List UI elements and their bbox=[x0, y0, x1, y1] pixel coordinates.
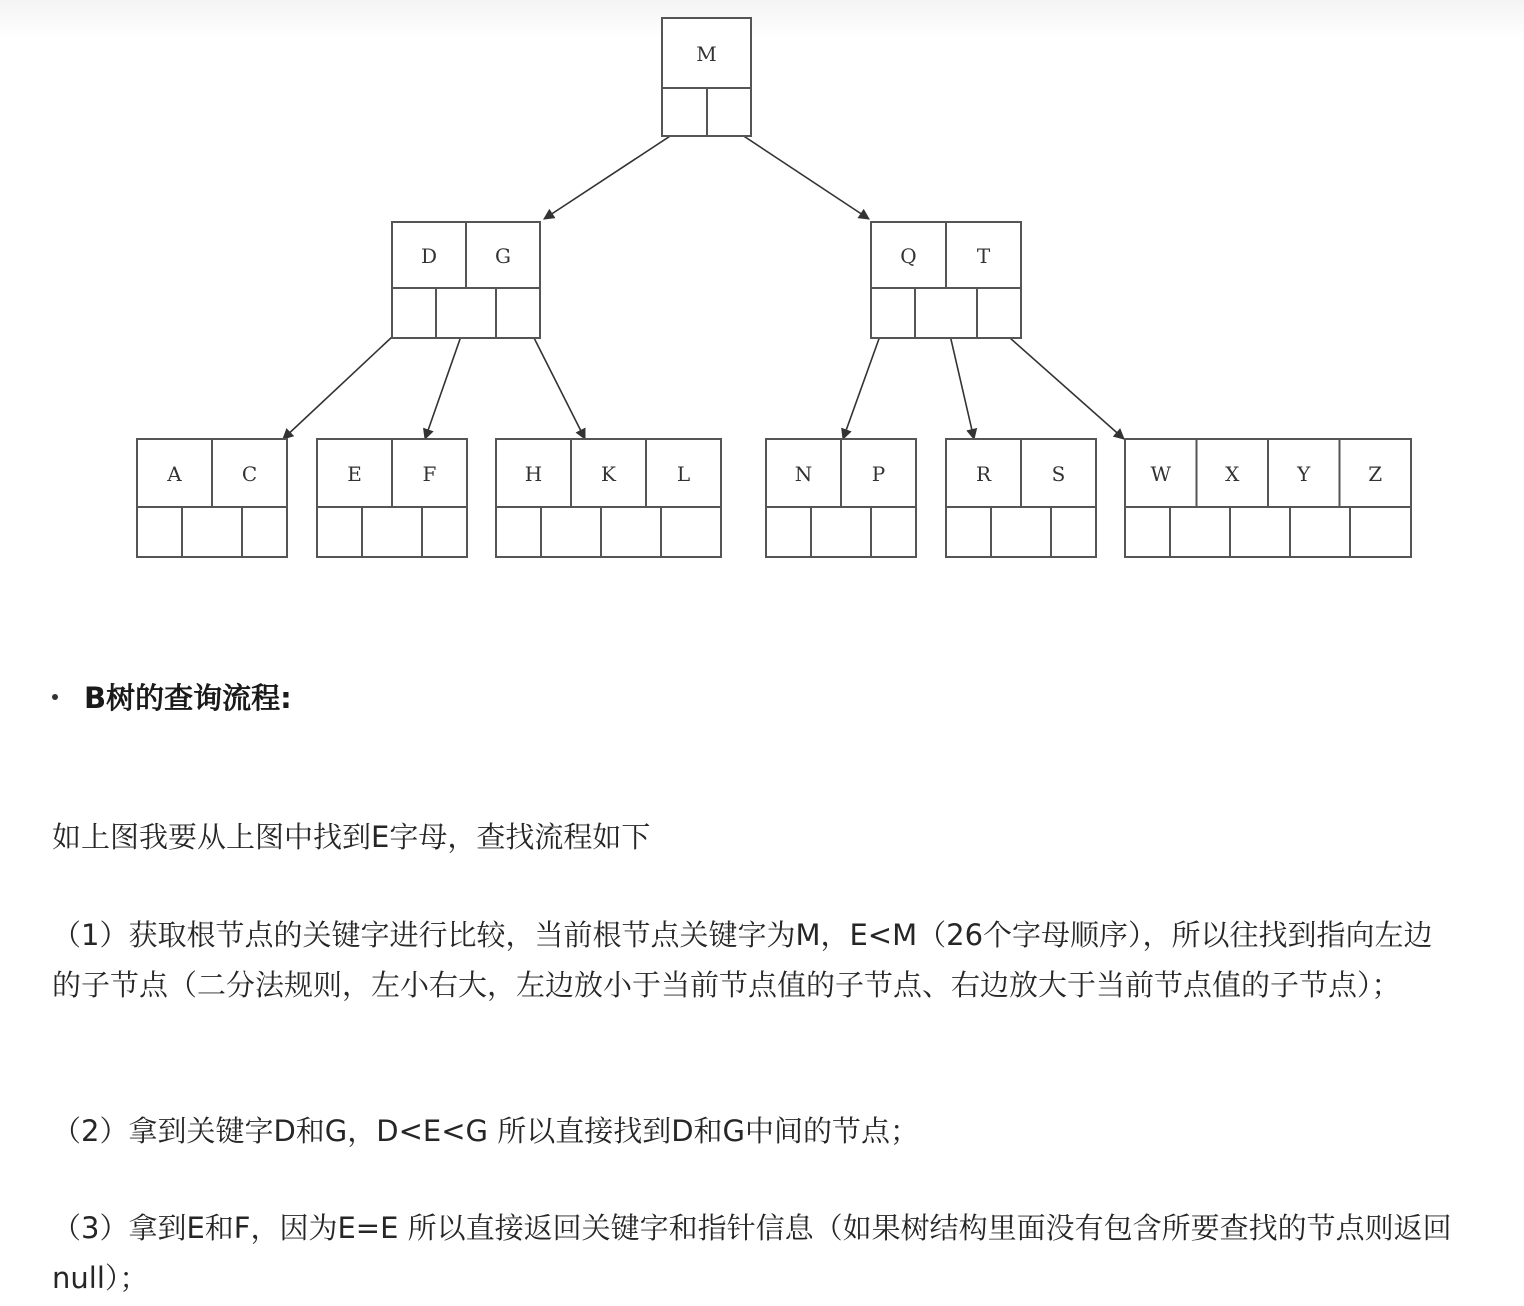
edge-qt-np bbox=[843, 322, 885, 439]
key-x: X bbox=[1225, 462, 1240, 486]
key-y: Y bbox=[1297, 462, 1311, 486]
leaf-node-hkl-box bbox=[496, 439, 721, 557]
edge-dg-ac bbox=[283, 322, 408, 439]
intro-paragraph: 如上图我要从上图中找到E字母，查找流程如下 bbox=[52, 820, 651, 854]
key-m: M bbox=[696, 42, 717, 66]
key-e: E bbox=[347, 462, 362, 486]
key-a: A bbox=[167, 462, 182, 486]
leaf-node-wxyz bbox=[1125, 439, 1411, 557]
key-r: R bbox=[975, 462, 992, 486]
b-tree-figure bbox=[0, 0, 1524, 600]
section-heading: B树的查询流程: bbox=[84, 681, 292, 715]
key-q: Q bbox=[900, 244, 917, 268]
key-s: S bbox=[1051, 462, 1066, 486]
key-z: Z bbox=[1368, 462, 1383, 486]
edge-dg-hkl bbox=[526, 322, 585, 439]
bullet-icon bbox=[52, 694, 58, 700]
edge-qt-wxyz bbox=[992, 322, 1124, 439]
step-2-paragraph: （2）拿到关键字D和G，D<E<G 所以直接找到D和G中间的节点； bbox=[52, 1114, 919, 1148]
leaf-node-hkl bbox=[496, 439, 721, 557]
step-3-paragraph: （3）拿到E和F，因为E=E 所以直接返回关键字和指针信息（如果树结构里面没有包含所要查找的节点则返回null）； bbox=[52, 1211, 1452, 1295]
internal-node-qt bbox=[871, 222, 1021, 338]
key-n: N bbox=[794, 462, 813, 486]
key-c: C bbox=[241, 462, 258, 486]
edge-dg-ef bbox=[425, 322, 466, 439]
step-1-paragraph: （1）获取根节点的关键字进行比较，当前根节点关键字为M，E<M（26个字母顺序），所以往找到指向左边的子节点（二分法规则，左小右大，左边放小于当前节点值的子节点、右边放大于当前节点值的子节点）； bbox=[52, 918, 1433, 1002]
edge-qt-rs bbox=[947, 322, 974, 439]
key-w: W bbox=[1150, 462, 1172, 486]
leaf-node-rs bbox=[946, 439, 1096, 557]
key-f: F bbox=[422, 462, 437, 486]
key-g: G bbox=[495, 244, 511, 268]
key-p: P bbox=[871, 462, 886, 486]
key-h: H bbox=[524, 462, 543, 486]
leaf-node-ef bbox=[317, 439, 467, 557]
root-node bbox=[662, 18, 751, 136]
key-k: K bbox=[601, 462, 616, 486]
internal-node-dg bbox=[392, 222, 540, 338]
section-heading-row bbox=[52, 676, 292, 717]
key-d: D bbox=[420, 244, 438, 268]
b-tree-diagram bbox=[0, 0, 1524, 600]
key-l: L bbox=[676, 462, 691, 486]
leaf-node-np bbox=[766, 439, 916, 557]
leaf-node-ac bbox=[137, 439, 287, 557]
key-t: T bbox=[976, 244, 991, 268]
